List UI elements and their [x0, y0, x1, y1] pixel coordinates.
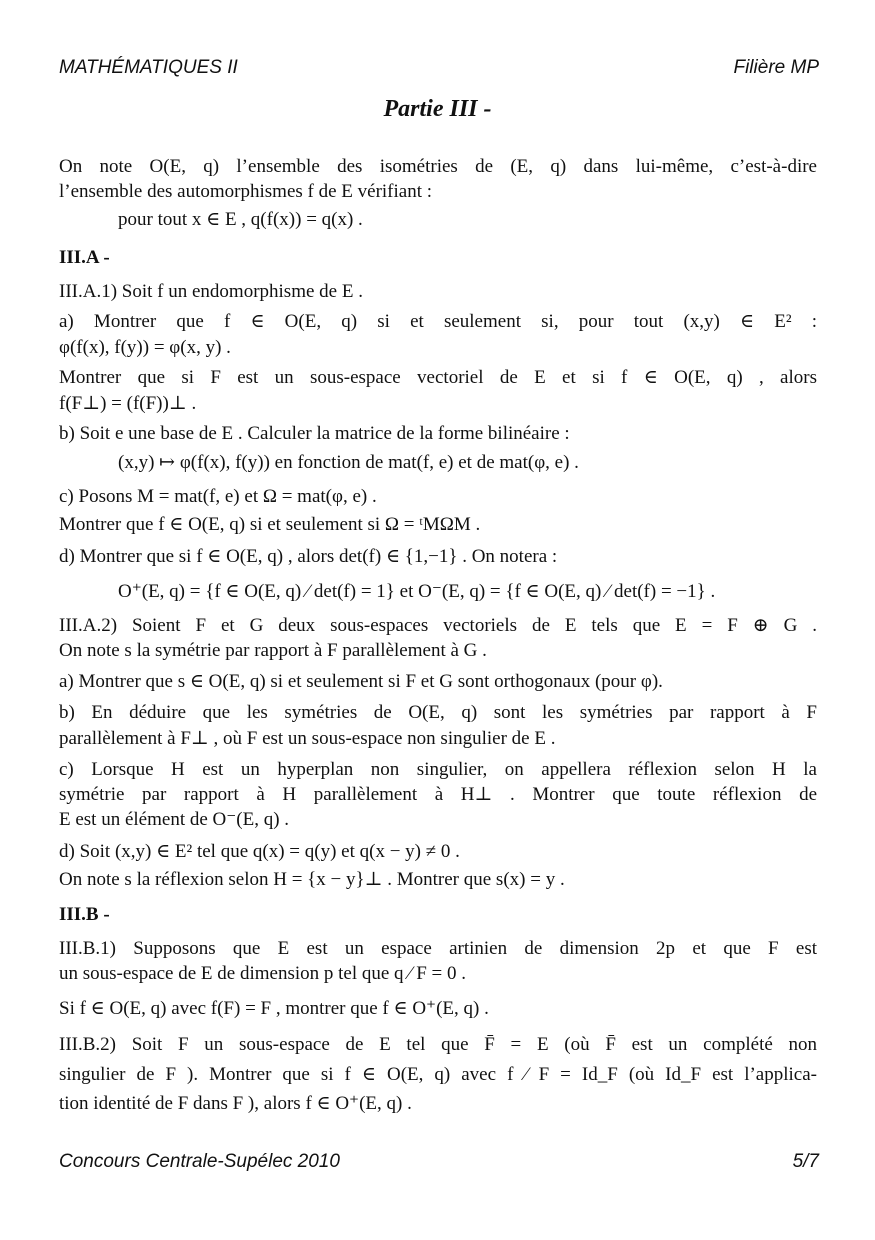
text-line: E est un élément de O⁻(E, q) .: [59, 809, 290, 830]
text-line: c) Posons M = mat(f, e) et Ω = mat(φ, e) .: [59, 486, 377, 507]
text-line: l’ensemble des automorphismes f de E vérifiant :: [59, 181, 433, 202]
text-line: φ(f(x), f(y)) = φ(x, y) .: [59, 337, 231, 358]
text-line: a) Montrer que f ∈ O(E, q) si et seulement si, pour tout (x,y) ∈ E² :: [59, 311, 817, 332]
text-line: b) En déduire que les symétries de O(E, q) sont les symétries par rapport à F: [59, 702, 817, 723]
text-line: III.B.2) Soit F un sous-espace de E tel que F̄ = E (où F̄ est un complété non: [59, 1034, 817, 1055]
text-line: III.B.1) Supposons que E est un espace artinien de dimension 2p et que F est: [59, 938, 817, 959]
header-track: Filière MP: [733, 57, 819, 78]
text-line: tion identité de F dans F ), alors f ∈ O⁺(E, q) .: [59, 1093, 412, 1114]
page-title: Partie III -: [383, 96, 492, 122]
text-line: III.A.2) Soient F et G deux sous-espaces vectoriels de E tels que E = F ⊕ G .: [59, 615, 817, 636]
text-line: parallèlement à F⊥ , où F est un sous-espace non singulier de E .: [59, 728, 556, 749]
footer-contest: Concours Centrale-Supélec 2010: [59, 1151, 340, 1172]
text-line: Montrer que f ∈ O(E, q) si et seulement si Ω = ᵗMΩM .: [59, 514, 481, 535]
text-line: un sous-espace de E de dimension p tel que q ⁄ F = 0 .: [59, 963, 467, 984]
text-line: O⁺(E, q) = {f ∈ O(E, q) ⁄ det(f) = 1} et O⁻(E, q) = {f ∈ O(E, q) ⁄ det(f) = −1} .: [118, 581, 716, 602]
section-heading: III.A -: [59, 247, 110, 268]
text-line: b) Soit e une base de E . Calculer la matrice de la forme bilinéaire :: [59, 423, 570, 444]
text-line: On note O(E, q) l’ensemble des isométries de (E, q) dans lui-même, c’est-à-dire: [59, 156, 817, 177]
header-subject: MATHÉMATIQUES II: [59, 57, 238, 78]
text-line: Si f ∈ O(E, q) avec f(F) = F , montrer que f ∈ O⁺(E, q) .: [59, 998, 489, 1019]
section-heading: III.B -: [59, 904, 110, 925]
text-line: d) Montrer que si f ∈ O(E, q) , alors det(f) ∈ {1,−1} . On notera :: [59, 546, 558, 567]
text-line: symétrie par rapport à H parallèlement à H⊥ . Montrer que toute réflexion de: [59, 784, 817, 805]
text-line: d) Soit (x,y) ∈ E² tel que q(x) = q(y) et q(x − y) ≠ 0 .: [59, 841, 460, 862]
text-line: On note s la réflexion selon H = {x − y}⊥ . Montrer que s(x) = y .: [59, 869, 565, 890]
text-line: pour tout x ∈ E , q(f(x)) = q(x) .: [118, 209, 363, 230]
text-line: c) Lorsque H est un hyperplan non singulier, on appellera réflexion selon H la: [59, 759, 817, 780]
text-line: Montrer que si F est un sous-espace vectoriel de E et si f ∈ O(E, q) , alors: [59, 367, 817, 388]
text-line: On note s la symétrie par rapport à F parallèlement à G .: [59, 640, 487, 661]
text-line: a) Montrer que s ∈ O(E, q) si et seulement si F et G sont orthogonaux (pour φ).: [59, 671, 663, 692]
text-line: III.A.1) Soit f un endomorphisme de E .: [59, 281, 363, 302]
text-line: f(F⊥) = (f(F))⊥ .: [59, 393, 197, 414]
text-line: singulier de F ). Montrer que si f ∈ O(E, q) avec f ⁄ F = Id_F (où Id_F est l’applica-: [59, 1064, 817, 1085]
footer-page-number: 5/7: [792, 1151, 819, 1172]
text-line: (x,y) ↦ φ(f(x), f(y)) en fonction de mat(f, e) et de mat(φ, e) .: [118, 452, 579, 473]
